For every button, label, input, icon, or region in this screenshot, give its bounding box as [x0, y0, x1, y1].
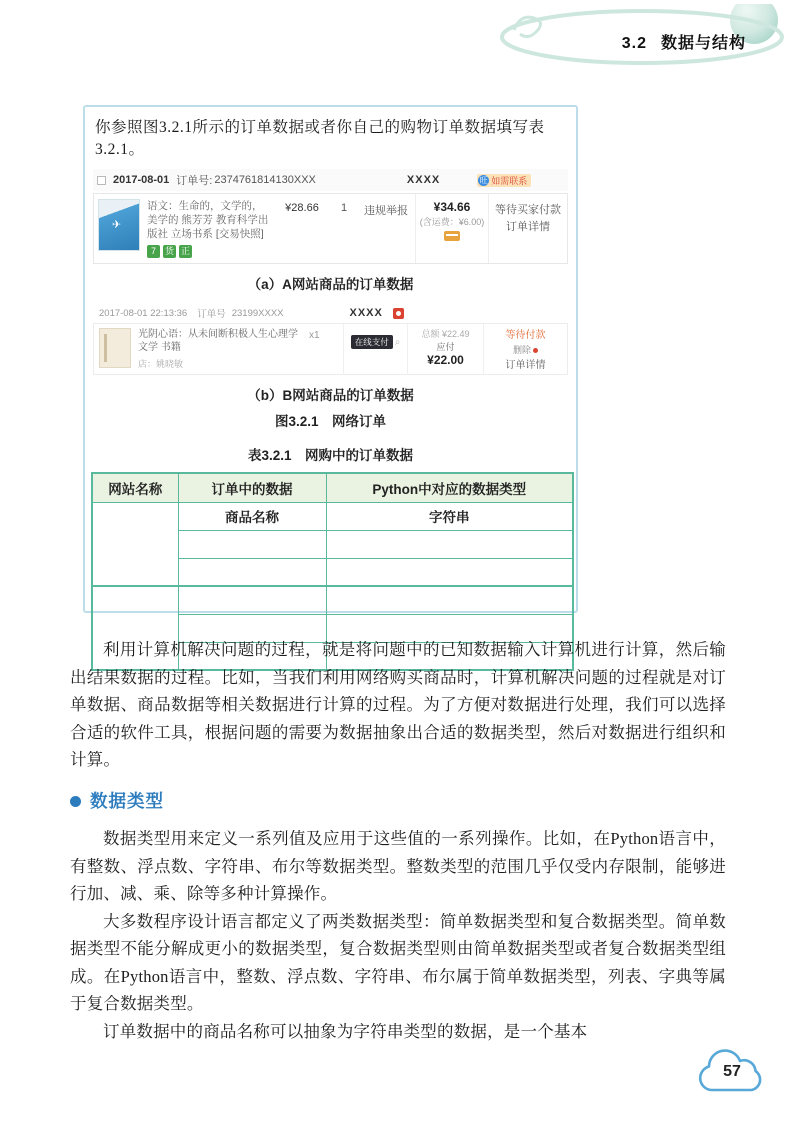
python-type-cell: 字符串	[326, 502, 573, 530]
order-a-price: ¥28.66	[285, 202, 319, 214]
order-a-service-badges	[147, 245, 269, 258]
order-b-item-row	[93, 323, 568, 375]
empty-cell	[326, 530, 573, 558]
book-cover-image-a	[98, 199, 140, 251]
order-b-detail-link: 订单详情	[505, 360, 546, 371]
col-header-order-data: 订单中的数据	[178, 473, 326, 502]
order-a-item-title: 语文：生命的，文学的，美学的 熊芳芳 教育科学出版社 立场书系 [交易快照]	[147, 200, 269, 240]
page-number-cloud	[694, 1044, 770, 1102]
order-a-shipping-note: (含运费：¥6.00)	[419, 217, 485, 227]
empty-cell	[178, 586, 326, 614]
order-a-item-row	[93, 193, 568, 264]
empty-cell	[326, 558, 573, 586]
order-screenshot-a	[93, 169, 568, 264]
book-cover-image-b	[99, 328, 131, 368]
order-b-due-label: 应付	[436, 342, 455, 352]
order-a-total: ¥34.66	[433, 200, 471, 214]
order-b-ops-cell	[483, 324, 567, 374]
caption-a: （a）A网站商品的订单数据	[247, 277, 414, 292]
chapter-heading	[622, 30, 746, 53]
order-a-date: 2017-08-01	[113, 174, 170, 186]
order-a-item	[94, 194, 273, 263]
order-b-status: 等待付款	[505, 330, 546, 341]
order-b-number: 23199XXXX	[231, 307, 284, 319]
paragraph-4: 订单数据中的商品名称可以抽象为字符串类型的数据，是一个基本	[103, 1021, 588, 1041]
order-a-report-link: 违规举报	[364, 205, 408, 217]
paragraph-2: 数据类型用来定义一系列值及应用于这些值的一系列操作。比如，在Python语言中，有整数、浮点数、字符串、布尔等数据类型。整数类型的范围几乎仅受内存限制，能够进行加、减、乘、除等多种计算操作。	[70, 829, 726, 903]
order-b-datetime: 2017-08-01 22:13:36	[99, 307, 188, 319]
paragraph-1: 利用计算机解决问题的过程，就是将问题中的已知数据输入计算机进行计算，然后输出结果数据的过程。比如，当我们利用网络购买商品时，计算机解决问题的过程就是对订单数据、商品数据等相关数据进行计算的过程。为了方便对数据进行处理，我们可以选择合适的软件工具，根据问题的需要为数据抽象出合适的数据类型，然后对数据进行组织和计算。	[70, 640, 726, 769]
chapter-number: 3.2	[621, 35, 647, 52]
section-heading-label: 数据类型	[90, 790, 164, 811]
order-b-due-amount: ¥22.00	[427, 353, 464, 367]
order-a-shop: XXXX	[406, 174, 441, 186]
empty-cell	[178, 558, 326, 586]
caption-b: （b）B网站商品的订单数据	[247, 388, 414, 403]
order-a-no-label: 订单号:	[176, 175, 213, 187]
order-b-qty: x1	[309, 330, 320, 341]
section-heading	[70, 788, 726, 816]
order-b-header	[93, 303, 568, 323]
order-a-qty: 1	[340, 202, 348, 214]
order-a-status: 等待买家付款	[495, 204, 561, 216]
col-header-site: 网站名称	[92, 473, 178, 502]
paragraph-3: 大多数程序设计语言都定义了两类数据类型：简单数据类型和复合数据类型。简单数据类型不能分解成更小的数据类型，复合数据类型则由简单数据类型或者复合数据类型组成。在Python语言中，整数、浮点数、字符串、布尔属于简单数据类型，列表、字典等属于复合数据类型。	[70, 911, 726, 1013]
shop-mascot-icon	[393, 308, 404, 319]
order-a-total-cell	[415, 194, 489, 263]
table-row	[92, 586, 573, 614]
page-number: 57	[723, 1063, 741, 1080]
activity-instruction: 你参照图3.2.1所示的订单数据或者你自己的购物订单数据填写表3.2.1。	[95, 119, 545, 158]
contact-badge	[477, 174, 531, 187]
order-b-amount-cell	[407, 324, 483, 374]
contact-badge-label: 如需联系	[491, 175, 528, 186]
person-icon: ⌕	[394, 337, 401, 348]
notification-dot-icon	[533, 348, 538, 353]
table-caption: 表3.2.1 网购中的订单数据	[247, 448, 414, 463]
order-b-item-title: 光阴心语：从未间断积极人生心理学 文学 书籍	[138, 329, 298, 353]
order-a-number: 2374761814130XXX	[214, 174, 316, 186]
payment-card-icon	[444, 231, 460, 241]
bullet-icon	[70, 796, 81, 807]
chapter-title: 数据与结构	[660, 35, 746, 52]
order-a-header	[93, 169, 568, 191]
empty-cell	[178, 530, 326, 558]
order-data-cell: 商品名称	[178, 502, 326, 530]
order-b-shop: XXXX	[349, 307, 383, 319]
badge-delivery-icon: 货	[164, 246, 174, 256]
order-b-seller-note: 店：姚晓敏	[138, 359, 184, 369]
order-b-pay-cell	[343, 324, 407, 374]
order-b-no-label: 订单号	[197, 309, 226, 320]
order-b-total-note: 总额 ¥22.49	[421, 329, 470, 339]
figure-caption: 图3.2.1 网络订单	[274, 414, 387, 429]
body-text	[70, 636, 726, 1045]
order-b-delete-link: 删除	[484, 343, 567, 358]
messenger-icon: 旺	[479, 175, 488, 185]
checkbox-icon	[97, 176, 106, 185]
site-cell-group1	[92, 502, 178, 586]
online-pay-badge: 在线支付	[351, 335, 393, 349]
table-header-row	[92, 473, 573, 502]
badge-7day-icon: 7	[147, 245, 160, 258]
order-screenshot-b	[93, 303, 568, 375]
activity-box	[83, 105, 578, 613]
order-a-status-cell	[489, 194, 567, 263]
col-header-python-type: Python中对应的数据类型	[326, 473, 573, 502]
table-row	[92, 502, 573, 530]
page-header	[0, 0, 794, 70]
empty-cell	[326, 586, 573, 614]
badge-genuine-icon: 正	[180, 246, 190, 256]
order-a-detail-link: 订单详情	[506, 221, 550, 233]
order-b-item	[94, 324, 309, 374]
